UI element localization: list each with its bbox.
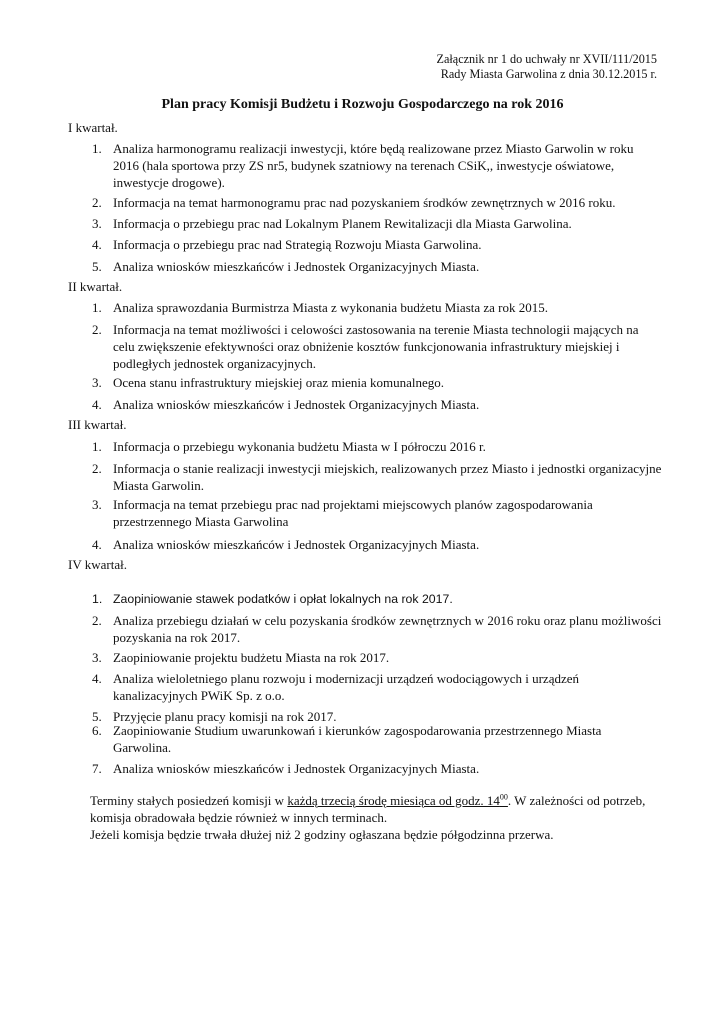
list-item-text: Zaopiniowanie projektu budżetu Miasta na rok 2017. (113, 650, 390, 665)
break-rule-paragraph: Jeżeli komisja będzie trwała dłużej niż 2 godziny ogłaszana będzie półgodzinna przerwa. (90, 827, 554, 842)
list-item-text: Analiza wniosków mieszkańców i Jednostek Organizacyjnych Miasta. (113, 761, 480, 776)
document-title: Plan pracy Komisji Budżetu i Rozwoju Gospodarczego na rok 2016 (161, 97, 564, 112)
quarter-label-4: IV kwartał. (68, 557, 127, 572)
list-item-text: Analiza wniosków mieszkańców i Jednostek Organizacyjnych Miasta. (113, 397, 480, 412)
list-item (92, 374, 662, 391)
meeting-schedule-time (287, 793, 508, 808)
list-item-text: Informacja na temat przebiegu prac nad projektami miejscowych planów zagospodarowania przestrzennego Miasta Garwolina (113, 497, 593, 529)
list-item (92, 299, 662, 316)
list-item-number: 2. (92, 322, 102, 337)
list-item-text: Analiza harmonogramu realizacji inwestycji, które będą realizowane przez Miasto Garwolin w roku 2016 (hala sportowa przy ZS nr5, budynek szatniowy na terenach CSiK,, inwestycje oświatowe, inwestycje drogowe). (113, 141, 634, 190)
list-item-number: 6. (92, 723, 102, 738)
list-item-number: 3. (92, 216, 102, 231)
list-item (92, 612, 662, 646)
list-item-text: Analiza sprawozdania Burmistrza Miasta z wykonania budżetu Miasta za rok 2015. (113, 300, 548, 315)
list-item (92, 649, 662, 666)
list-item-number: 2. (92, 613, 102, 628)
list-item-text: Informacja na temat harmonogramu prac nad pozyskaniem środków zewnętrznych w 2016 roku. (113, 195, 616, 210)
list-item-text: Analiza wniosków mieszkańców i Jednostek Organizacyjnych Miasta. (113, 259, 480, 274)
list-item-number: 1. (92, 439, 102, 454)
meeting-schedule-note (90, 792, 660, 843)
list-item-text: Zaopiniowanie Studium uwarunkowań i kierunków zagospodarowania przestrzennego Miasta Garwolina. (113, 723, 602, 755)
list-item-text: Informacja na temat możliwości i celowości zastosowania na terenie Miasta technologii mających na celu zwiększenie efektywności oraz obniżenie kosztów funkcjonowania infrastruktury miejskiej i podległych jednostek organizacyjnych. (113, 322, 639, 371)
attachment-note-line-2: Rady Miasta Garwolina z dnia 30.12.2015 r. (440, 67, 657, 81)
list-item-text: Informacja o stanie realizacji inwestycji miejskich, realizowanych przez Miasto i jednostki organizacyjne Miasta Garwolin. (113, 461, 662, 493)
list-item (92, 215, 662, 232)
list-item-number: 4. (92, 537, 102, 552)
list-item (92, 591, 662, 608)
list-item-number: 4. (92, 397, 102, 412)
list-item-number: 7. (92, 761, 102, 776)
list-item-text: Informacja o przebiegu wykonania budżetu Miasta w I półroczu 2016 r. (113, 439, 486, 454)
list-item-text: Informacja o przebiegu prac nad Lokalnym Planem Rewitalizacji dla Miasta Garwolina. (113, 216, 572, 231)
meeting-schedule-minutes: 00 (499, 792, 508, 802)
attachment-note (437, 52, 657, 82)
list-item (92, 760, 662, 777)
list-item (92, 496, 662, 530)
list-item-number: 3. (92, 497, 102, 512)
list-item-number: 3. (92, 650, 102, 665)
list-item (92, 321, 662, 372)
list-item (92, 140, 662, 191)
attachment-note-line-1: Załącznik nr 1 do uchwały nr XVII/111/2015 (436, 52, 657, 66)
list-item-number: 4. (92, 237, 102, 252)
list-item (92, 460, 662, 494)
list-item-number: 2. (92, 195, 102, 210)
list-item-text: Ocena stanu infrastruktury miejskiej oraz mienia komunalnego. (113, 375, 445, 390)
list-item (92, 536, 662, 553)
quarter-label-3: III kwartał. (68, 417, 127, 432)
list-item (92, 722, 662, 756)
list-item (92, 236, 662, 253)
quarter-label-2: II kwartał. (68, 279, 123, 294)
list-item-number: 1. (92, 300, 102, 315)
list-item-number: 3. (92, 375, 102, 390)
meeting-schedule-day: każdą trzecią środę miesiąca od godz. 14 (287, 793, 500, 808)
list-item-number: 1. (92, 141, 102, 156)
list-item-number: 5. (92, 709, 102, 724)
list-item-number: 1. (92, 592, 103, 606)
list-item-number: 2. (92, 461, 102, 476)
quarter-label-1: I kwartał. (68, 120, 118, 135)
list-item-text: Analiza przebiegu działań w celu pozyskania środków zewnętrznych w 2016 roku oraz planu możliwości pozyskania na rok 2017. (113, 613, 662, 645)
list-item-text: Analiza wieloletniego planu rozwoju i modernizacji urządzeń wodociągowych i urządzeń kanalizacyjnych PWiK Sp. z o.o. (113, 671, 580, 703)
list-item (92, 438, 662, 455)
list-item-text: Zaopiniowanie stawek podatków i opłat lokalnych na rok 2017. (113, 592, 453, 606)
meeting-schedule-paragraph (90, 792, 660, 826)
list-item (92, 670, 662, 704)
list-item-text: Przyjęcie planu pracy komisji na rok 2017. (113, 709, 337, 724)
list-item (92, 258, 662, 275)
list-item-number: 5. (92, 259, 102, 274)
meeting-schedule-rest: . W zależności od potrzeb, komisja obradowała będzie również w innych terminach. (90, 793, 646, 825)
list-item-text: Informacja o przebiegu prac nad Strategią Rozwoju Miasta Garwolina. (113, 237, 482, 252)
list-item (92, 396, 662, 413)
list-item (92, 194, 662, 211)
list-item-text: Analiza wniosków mieszkańców i Jednostek Organizacyjnych Miasta. (113, 537, 480, 552)
meeting-schedule-lead: Terminy stałych posiedzeń komisji w (90, 793, 288, 808)
list-item-number: 4. (92, 671, 102, 686)
